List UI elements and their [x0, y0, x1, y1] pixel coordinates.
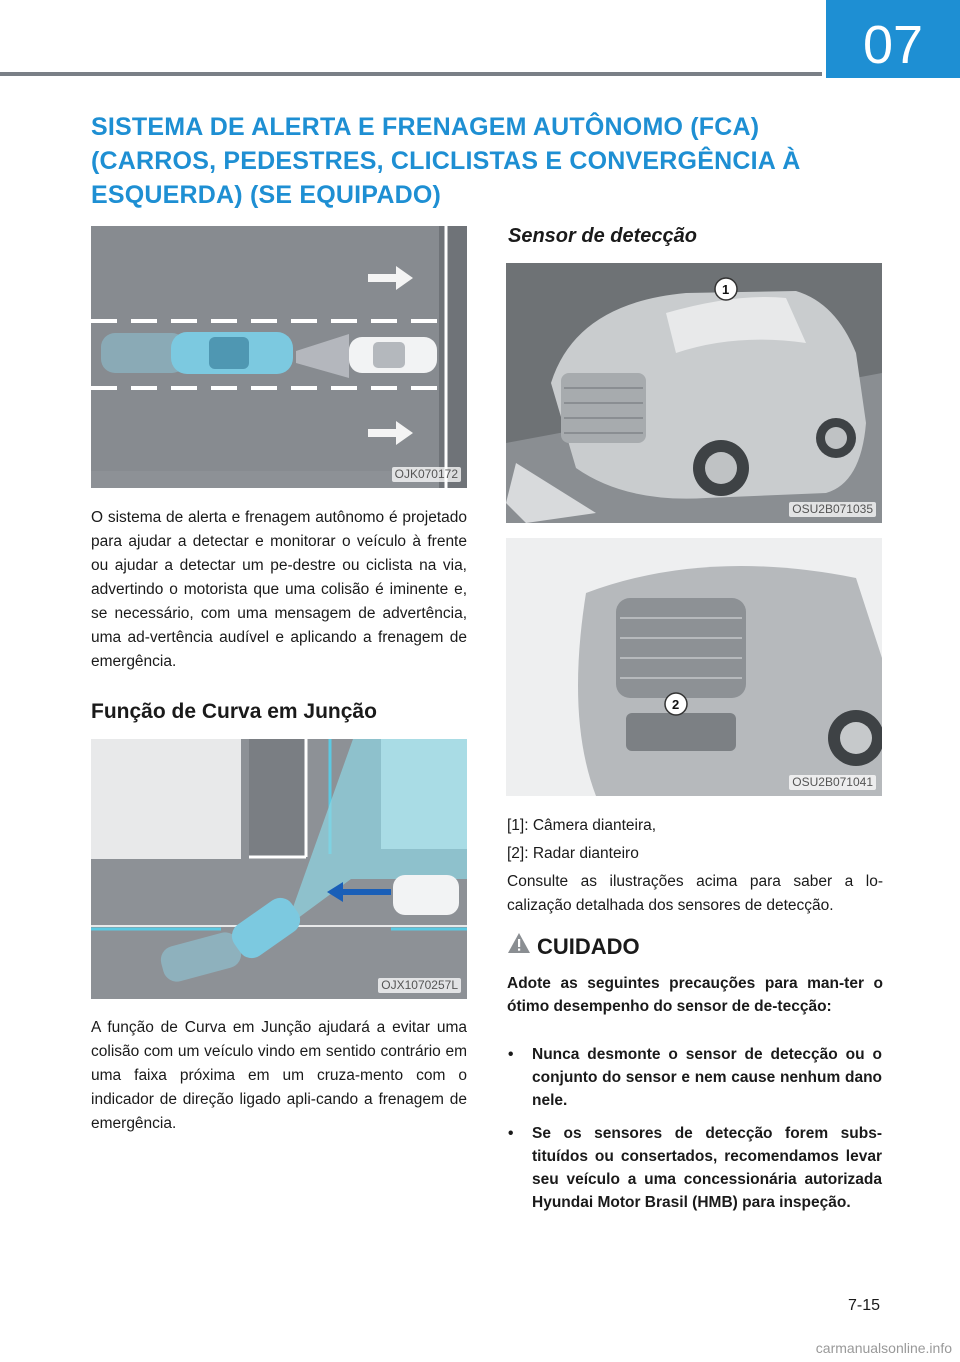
page-number: 7-15 [847, 1297, 880, 1314]
caution-bullet: • Se os sensores de detecção forem subs-tituídos ou consertados, recomendamos levar seu veículo a uma concessionária autorizada Hyundai Motor Brasil (HMB) para inspeção. [505, 1122, 882, 1214]
figure-code: OSU2B071035 [789, 502, 876, 517]
figure-code: OJX1070257L [378, 978, 461, 993]
caution-bullet: • Nunca desmonte o sensor de detecção ou o conjunto do sensor e nem cause nenhum dano nele. [505, 1043, 882, 1112]
junction-paragraph: A função de Curva em Junção ajudará a evitar uma colisão com um veículo vindo em sentido contrário em uma faixa próxima em um cruza-mento com o indicador de direção ligado apli-cando a frenagem de emergência. [91, 1019, 467, 1132]
intro-paragraph: O sistema de alerta e frenagem autônomo é projetado para ajudar a detectar e monitorar o veículo à frente ou ajudar a detectar um pe-destre ou ciclista na via, advertindo o motorista que uma colisão é iminente e, se necessário, com uma mensagem de advertência, uma ad-vertência audível e aplicando a frenagem de emergência. [91, 509, 467, 670]
watermark: carmanualsonline.info [815, 1340, 952, 1356]
junction-illustration [91, 739, 467, 999]
section-title: SISTEMA DE ALERTA E FRENAGEM AUTÔNOMO (FCA) (CARROS, PEDESTRES, CLICLISTAS E CONVERGÊNCIA À ESQUERDA) (SE EQUIPADO) [91, 113, 801, 209]
figure-code: OSU2B071041 [789, 775, 876, 790]
figure-junction-turning [91, 739, 467, 999]
sensor-heading: Sensor de detecção [508, 225, 697, 247]
marker-1: 1 [722, 282, 730, 297]
figure-front-camera [506, 263, 882, 523]
sensor-paragraph: Consulte as ilustrações acima para saber a lo-calização detalhada dos sensores de detecção. [507, 873, 883, 914]
sensor-label-1: [1]: Câmera dianteira, [507, 817, 657, 834]
header-rule [0, 72, 822, 76]
figure-code: OJK070172 [392, 467, 461, 482]
front-camera-illustration [506, 263, 882, 523]
front-radar-illustration [506, 538, 882, 796]
caution-title: CUIDADO [537, 934, 640, 959]
figure-forward-collision [91, 226, 467, 488]
warning-icon [507, 932, 531, 954]
chapter-tab: 07 [826, 0, 960, 78]
caution-bullet-list [505, 1043, 882, 1224]
marker-2: 2 [672, 697, 680, 712]
figure-front-radar [506, 538, 882, 796]
sensor-label-2: [2]: Radar dianteiro [507, 845, 639, 862]
forward-collision-illustration [91, 226, 467, 488]
caution-intro: Adote as seguintes precauções para man-ter o ótimo desempenho do sensor de de-tecção: [507, 975, 883, 1015]
junction-heading: Função de Curva em Junção [91, 700, 377, 723]
